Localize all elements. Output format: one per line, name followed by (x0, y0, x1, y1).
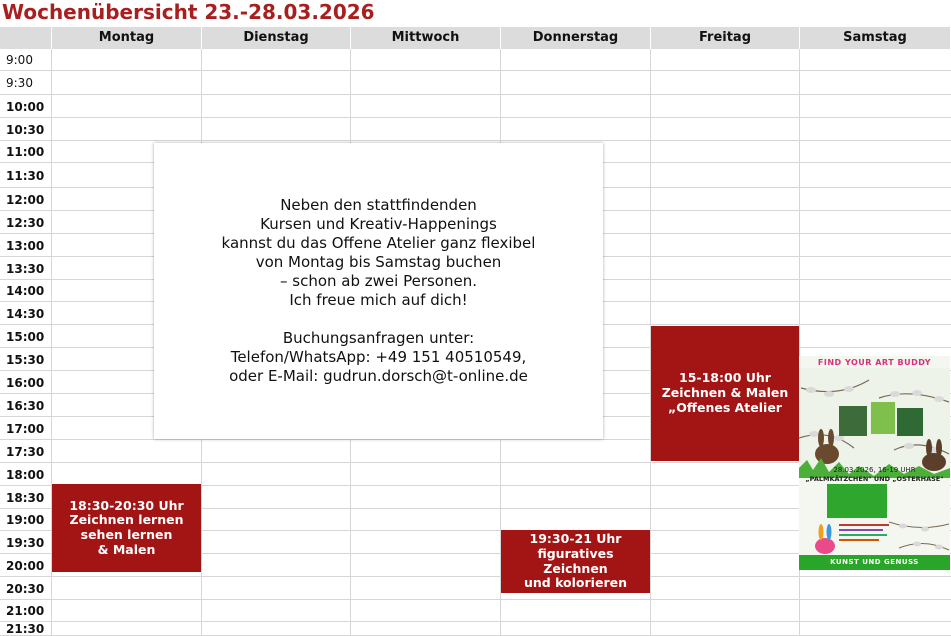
header-day-donnerstag: Donnerstag (501, 27, 651, 49)
header-day-mittwoch: Mittwoch (351, 27, 501, 49)
time-label: 20:30 (6, 582, 45, 596)
flyer-artwork (799, 368, 950, 478)
time-label: 15:00 (6, 330, 45, 344)
header-corner (0, 27, 52, 49)
header-day-montag: Montag (52, 27, 202, 49)
time-label: 16:30 (6, 399, 45, 413)
header-day-samstag: Samstag (800, 27, 951, 49)
time-label: 13:30 (6, 262, 45, 276)
event-flyer-image[interactable] (799, 356, 950, 570)
event-friday-open-studio[interactable] (651, 326, 799, 461)
event-label: 15-18:00 Uhr Zeichnen & Malen „Offenes Atelier (661, 370, 789, 415)
time-label: 19:00 (6, 513, 45, 527)
time-label: 19:30 (6, 536, 45, 550)
time-label: 21:30 (6, 622, 45, 636)
time-label: 11:30 (6, 169, 45, 183)
time-label: 12:00 (6, 193, 45, 207)
header-day-freitag: Freitag (651, 27, 800, 49)
time-label: 17:30 (6, 445, 45, 459)
event-thursday-figurative-drawing[interactable] (501, 530, 650, 593)
time-label: 21:00 (6, 604, 45, 618)
flyer-date: 28.03.2026, 16-19 UHR (833, 466, 916, 474)
time-label: 9:00 (6, 53, 33, 67)
time-label: 12:30 (6, 216, 45, 230)
time-row (0, 622, 951, 636)
time-label: 18:00 (6, 468, 45, 482)
time-label: 10:00 (6, 100, 45, 114)
time-row (0, 600, 951, 622)
time-label: 14:30 (6, 307, 45, 321)
header-day-dienstag: Dienstag (202, 27, 351, 49)
time-label: 15:30 (6, 353, 45, 367)
event-label: 19:30-21 Uhr figuratives Zeichnen und kolorieren (523, 531, 627, 591)
time-label: 20:00 (6, 559, 45, 573)
info-paragraph-contact: Buchungsanfragen unter: Telefon/WhatsApp: +49 151 40510549, oder E-Mail: gudrun.dorsch@t-online.de (229, 329, 528, 385)
time-label: 11:00 (6, 145, 45, 159)
page-title: Wochenübersicht 23.-28.03.2026 (2, 0, 375, 24)
event-monday-drawing-course[interactable] (52, 484, 201, 572)
time-row (0, 49, 951, 71)
time-row (0, 577, 951, 600)
time-label: 9:30 (6, 76, 33, 90)
flyer-headline: FIND YOUR ART BUDDY (817, 358, 932, 367)
flyer-subtitle: „PALMKÄTZCHEN" UND „OSTERHASE" (805, 475, 944, 483)
time-row (0, 95, 951, 118)
time-label: 14:00 (6, 284, 45, 298)
time-label: 17:00 (6, 422, 45, 436)
flyer-text-block (827, 484, 887, 518)
time-label: 10:30 (6, 123, 45, 137)
flyer-bottom-artwork (799, 518, 950, 556)
time-label: 13:00 (6, 239, 45, 253)
time-row (0, 118, 951, 141)
time-label: 16:00 (6, 376, 45, 390)
time-row (0, 71, 951, 95)
event-label: 18:30-20:30 Uhr Zeichnen lernen sehen lernen & Malen (69, 497, 184, 557)
flyer-footer: KUNST UND GENUSS (799, 555, 950, 570)
info-paragraph-booking: Neben den stattfindenden Kursen und Kreativ-Happenings kannst du das Offene Atelier ganz flexibel von Montag bis Samstag buchen – schon ab zwei Personen. Ich freue mich auf dich! (221, 196, 536, 309)
info-box (154, 143, 603, 439)
time-label: 18:30 (6, 491, 45, 505)
